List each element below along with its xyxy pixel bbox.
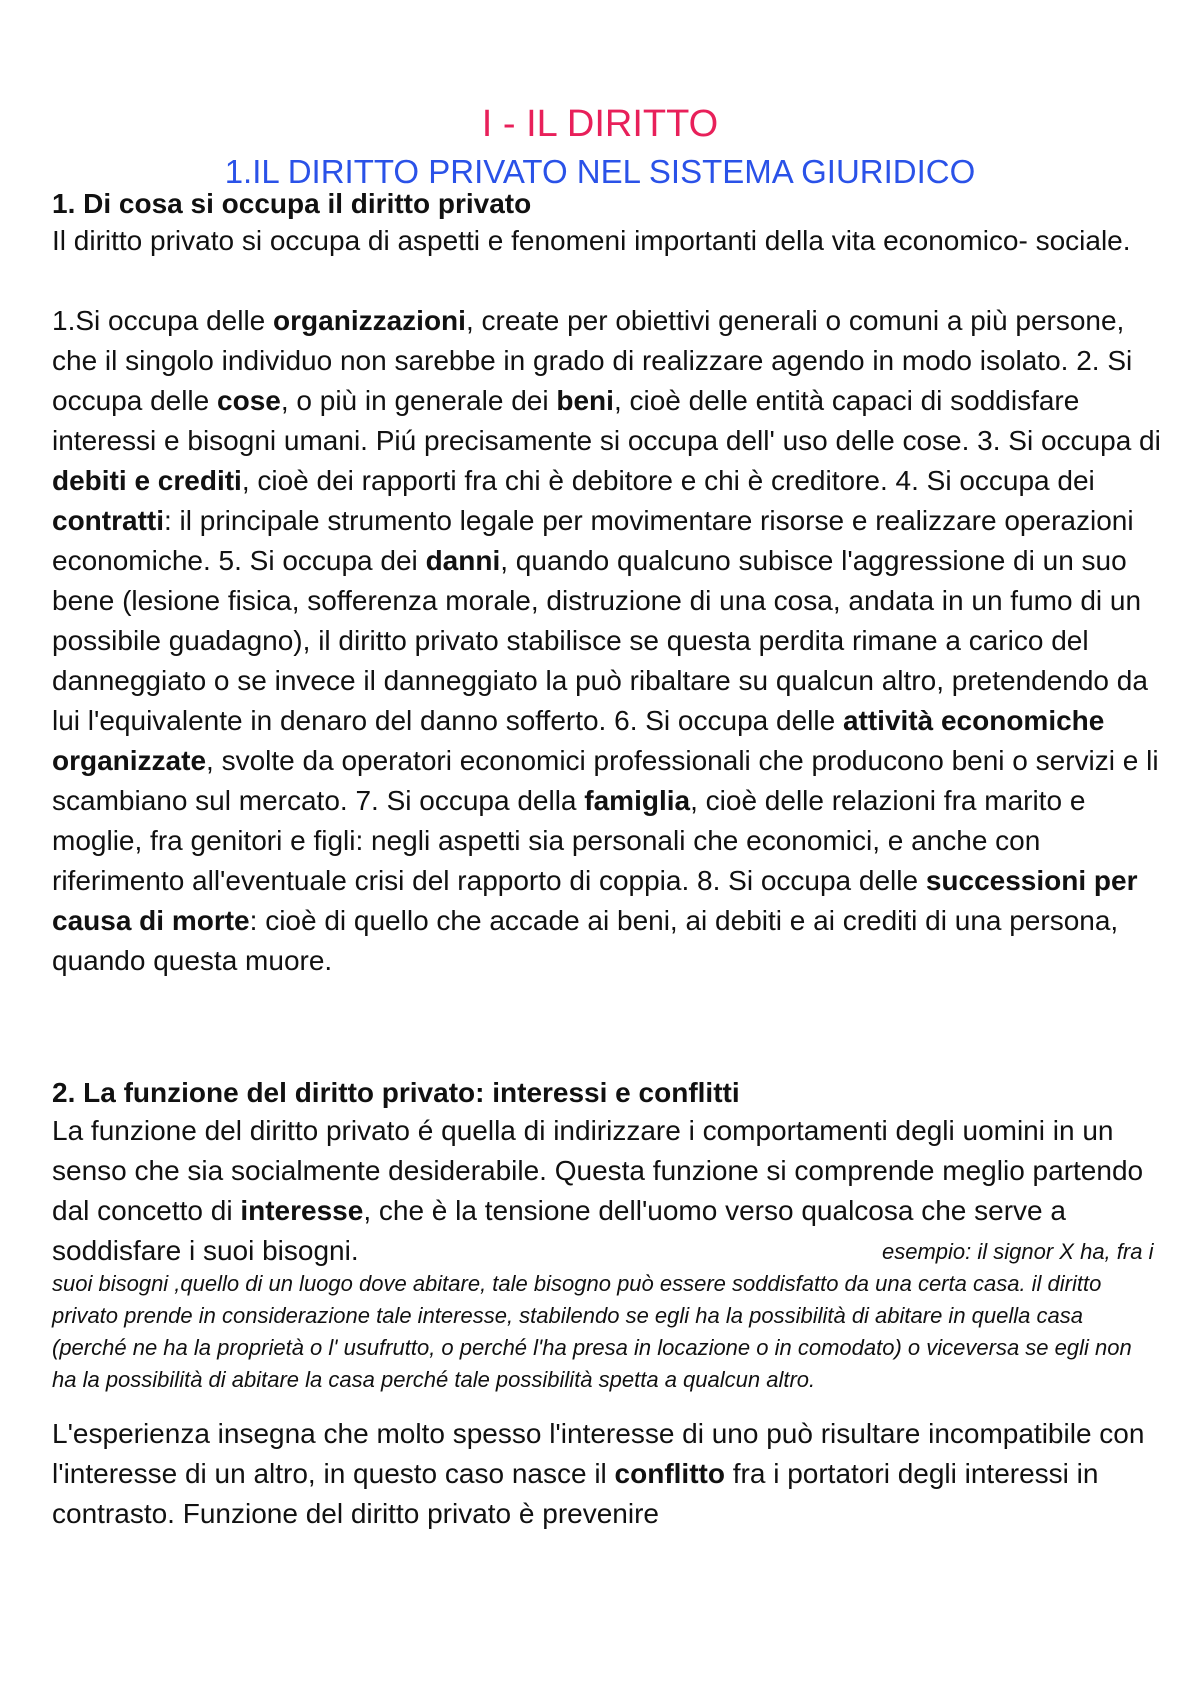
text-run: , cioè delle relazioni fra marito e moglie, fra genitori e figli: negli aspetti sia personali che economici, e anche con riferimento all'eventuale crisi del rapporto di coppia. 8. Si occupa delle	[52, 785, 1086, 896]
text-run: fra i portatori degli interessi in contrasto. Funzione del diritto privato è prevenire	[52, 1458, 1099, 1529]
text-run: , cioè dei rapporti fra chi è debitore e chi è creditore. 4. Si occupa dei	[241, 465, 1095, 496]
section-2-heading: 2. La funzione del diritto privato: interessi e conflitti	[52, 1077, 740, 1108]
text-run: : cioè di quello che accade ai beni, ai debiti e ai crediti di una persona, quando questa muore.	[52, 905, 1119, 976]
text-run: , o più in generale dei	[280, 385, 557, 416]
text-run: : il principale strumento legale per movimentare risorse e realizzare operazioni economiche. 5. Si occupa dei	[52, 505, 1134, 576]
text-run: , svolte da operatori economici professionali che producono beni o servizi e li scambiano sul mercato. 7. Si occupa della	[52, 745, 1159, 816]
keyword-debiti-crediti: debiti e crediti	[52, 465, 242, 496]
keyword-interesse: interesse	[240, 1195, 364, 1226]
document-title: I - IL DIRITTO	[481, 103, 719, 145]
section-2-conflict-paragraph	[52, 1414, 1162, 1534]
text-run: L'esperienza insegna che molto spesso l'interesse di uno può risultare incompatibile con l'interesse di un altro, in questo caso nasce il	[52, 1418, 1145, 1489]
text-run: , quando qualcuno subisce l'aggressione di un suo bene (lesione fisica, sofferenza morale, distruzione di una cosa, andata in un fumo di un possibile guadagno), il diritto privato stabilisce se questa perdita rimane a carico del danneggiato o se invece il danneggiato la può ribaltare su qualcun altro, pretendendo da lui l'equivalente in denaro del danno sofferto. 6. Si occupa delle	[52, 545, 1148, 736]
text-run: La funzione del diritto privato é quella di indirizzare i comportamenti degli uomini in un senso che sia socialmente desiderabile. Questa funzione si comprende meglio partendo dal concetto di	[52, 1115, 1144, 1226]
keyword-cose: cose	[217, 385, 281, 416]
text-run: , cioè delle entità capaci di soddisfare interessi e bisogni umani. Piú precisamente si occupa dell' uso delle cose. 3. Si occupa di	[52, 385, 1161, 456]
example-note: esempio: il signor X ha, fra i suoi bisogni ,quello di un luogo dove abitare, tale bisogno può essere soddisfatto da una certa casa. il diritto privato prende in considerazione tale interesse, stabilendo se egli ha la possibilità di abitare in quella casa (perché ne ha la proprietà o l' usufrutto, o perché l'ha presa in locazione o in comodato) o viceversa se egli non ha la possibilità di abitare la casa perché tale possibilità spetta a qualcun altro.	[52, 1239, 1154, 1392]
keyword-successioni: successioni per causa di morte	[52, 865, 1138, 936]
keyword-conflitto: conflitto	[614, 1458, 725, 1489]
text-run: , create per obiettivi generali o comuni a più persone, che il singolo individuo non sarebbe in grado di realizzare agendo in modo isolato. 2. Si occupa delle	[52, 305, 1133, 416]
keyword-contratti: contratti	[52, 505, 164, 536]
keyword-danni: danni	[425, 545, 501, 576]
keyword-beni: beni	[556, 385, 614, 416]
section-1-heading: 1. Di cosa si occupa il diritto privato	[52, 188, 532, 219]
text-run: , che è la tensione dell'uomo verso qualcosa che serve a soddisfare i suoi bisogni.	[52, 1195, 1066, 1266]
document-subtitle: 1.IL DIRITTO PRIVATO NEL SISTEMA GIURIDICO	[224, 153, 976, 190]
keyword-organizzazioni: organizzazioni	[273, 305, 466, 336]
text-run: 1.Si occupa delle	[52, 305, 274, 336]
keyword-famiglia: famiglia	[584, 785, 691, 816]
section-1-paragraph	[52, 301, 1162, 981]
keyword-attivita-economiche: attività economiche organizzate	[52, 705, 1105, 776]
section-1-intro: Il diritto privato si occupa di aspetti e fenomeni importanti della vita economico- sociale.	[52, 225, 1131, 256]
